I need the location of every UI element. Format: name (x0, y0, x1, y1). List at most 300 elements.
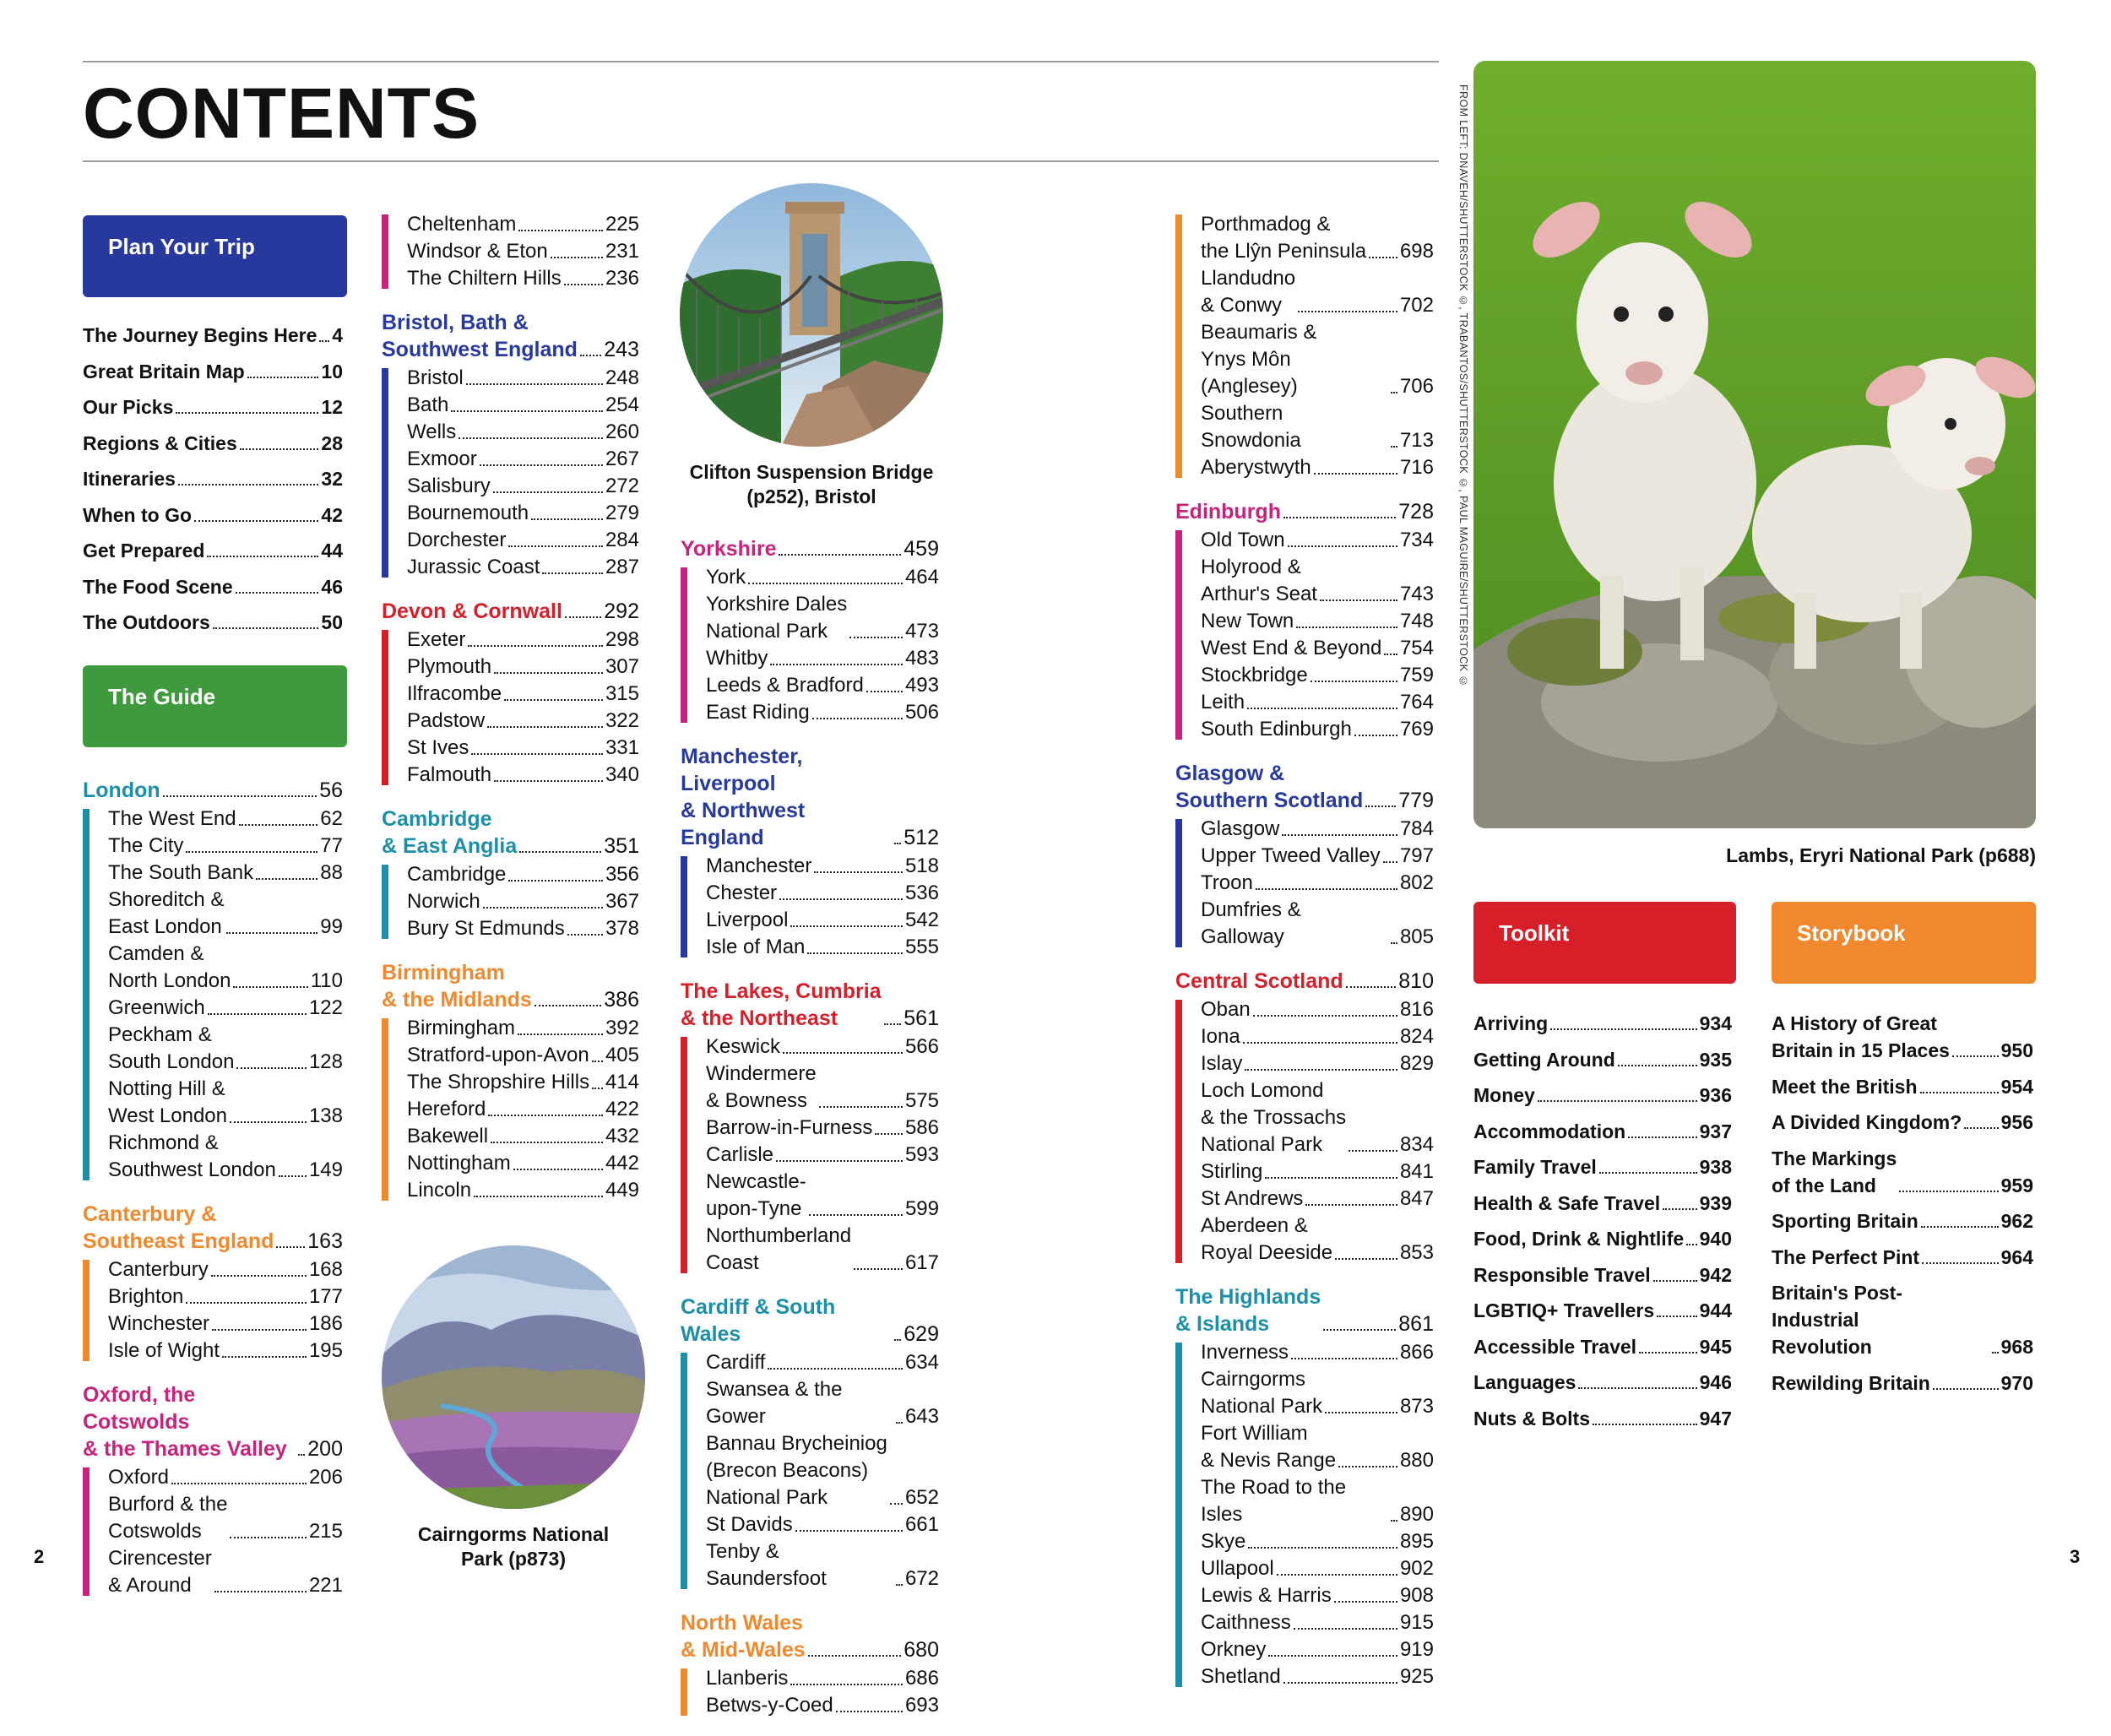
guide-section (382, 309, 639, 581)
entry-page: 4 (332, 324, 343, 346)
toolkit-item[interactable] (1473, 1369, 1732, 1396)
toolkit-item[interactable] (1473, 1225, 1732, 1252)
entry-label: Great Britain Map (83, 360, 245, 382)
subsection-item[interactable] (407, 365, 639, 392)
subsection-item[interactable] (1201, 1212, 1434, 1267)
section-page: 243 (604, 338, 639, 361)
entry-page: 970 (2000, 1371, 2033, 1394)
storybook-item[interactable] (1772, 1207, 2033, 1234)
dot-leader (1391, 392, 1397, 393)
section-title: Bristol, Bath & Southwest England (382, 311, 578, 361)
entry-label: The Chiltern Hills (407, 267, 562, 290)
subsection-item[interactable] (1201, 1609, 1434, 1636)
subsection-item[interactable] (407, 735, 639, 762)
toolkit-item[interactable] (1473, 1261, 1732, 1288)
dot-leader (211, 1275, 307, 1277)
dot-leader (494, 672, 603, 674)
entry-page: 231 (605, 240, 639, 263)
entry-label: The Markings of the Land (1772, 1147, 1897, 1196)
subsection-item[interactable] (706, 672, 939, 699)
entry-label: The Food Scene (83, 575, 233, 598)
entry-label: York (706, 566, 746, 589)
subsection-item[interactable] (407, 527, 639, 554)
entry-page: 880 (1399, 1449, 1434, 1472)
color-bar (1175, 819, 1182, 947)
subsection-item[interactable] (407, 1177, 639, 1204)
color-bar (1175, 214, 1182, 478)
the-guide-header (83, 665, 347, 747)
dot-leader (836, 1711, 903, 1712)
dot-leader (1933, 1388, 1999, 1390)
section-title-link[interactable] (83, 1381, 343, 1462)
entry-label: Peckham & South London (108, 1023, 235, 1073)
the-guide-label: The Guide (108, 684, 216, 709)
guide-section (83, 1381, 343, 1599)
subsection-item[interactable] (407, 1096, 639, 1123)
entry-page: 298 (605, 628, 639, 651)
entry-page: 506 (904, 701, 939, 724)
subsection-item[interactable] (407, 500, 639, 527)
guide-section (382, 806, 639, 942)
section-title: The Lakes, Cumbria & the Northeast (681, 979, 882, 1030)
subsection-item[interactable] (108, 860, 343, 887)
guide-section (83, 777, 343, 1184)
color-bar (382, 1018, 388, 1201)
subsection-item[interactable] (407, 211, 639, 238)
subsection-item[interactable] (108, 1545, 343, 1599)
toolkit-item[interactable] (1473, 1046, 1732, 1073)
subsection-item[interactable] (1201, 662, 1434, 689)
subsection-item[interactable] (108, 1337, 343, 1364)
subsection-item[interactable] (1201, 843, 1434, 870)
section-title-link[interactable] (382, 959, 639, 1013)
dot-leader (1653, 1280, 1697, 1282)
guide-section (382, 211, 639, 292)
subsection-item[interactable] (1201, 689, 1434, 716)
subsection-item[interactable] (1201, 1366, 1434, 1420)
subsection-item[interactable] (706, 934, 939, 961)
subsection-item[interactable] (407, 627, 639, 654)
entry-label: Exeter (407, 628, 466, 651)
guide-column-1 (83, 777, 343, 1616)
subsection-item[interactable] (407, 265, 639, 292)
section-title-link[interactable] (681, 978, 939, 1032)
subsection-item[interactable] (1201, 211, 1434, 265)
section-title-link[interactable] (681, 1294, 939, 1348)
dot-leader (459, 437, 603, 439)
entry-page: 784 (1399, 817, 1434, 840)
subsection-item[interactable] (1201, 1050, 1434, 1077)
guide-section (681, 1609, 939, 1719)
subsection-item[interactable] (706, 1665, 939, 1692)
subsection-item[interactable] (1201, 1185, 1434, 1212)
subsection-item[interactable] (108, 887, 343, 941)
subsection-item[interactable] (407, 1069, 639, 1096)
section-title-link[interactable] (681, 743, 939, 851)
subsection-item[interactable] (706, 1223, 939, 1277)
entry-page: 935 (1699, 1048, 1732, 1071)
toolkit-item[interactable] (1473, 1082, 1732, 1109)
toolkit-item[interactable] (1473, 1405, 1732, 1432)
subsection-item[interactable] (1201, 1023, 1434, 1050)
subsection-item[interactable] (1201, 554, 1434, 608)
entry-page: 937 (1699, 1120, 1732, 1142)
toolkit-item[interactable] (1473, 1297, 1732, 1324)
entry-label: Rewilding Britain (1772, 1371, 1930, 1394)
subsection-item[interactable] (706, 880, 939, 907)
dot-leader (233, 986, 307, 988)
entry-label: The West End (108, 807, 236, 830)
subsection-item[interactable] (407, 915, 639, 942)
entry-label: Norwich (407, 890, 480, 913)
dot-leader (1268, 1655, 1397, 1657)
subsection-item[interactable] (108, 833, 343, 860)
entry-page: 944 (1699, 1299, 1732, 1321)
entry-label: Ilfracombe (407, 682, 502, 705)
plan-item[interactable] (83, 358, 343, 385)
entry-page: 367 (605, 890, 639, 913)
entry-page: 847 (1399, 1187, 1434, 1210)
subsection-item[interactable] (706, 1115, 939, 1142)
subsection-item[interactable] (706, 1169, 939, 1223)
subsection-item[interactable] (407, 681, 639, 708)
entry-label: The Outdoors (83, 611, 210, 633)
section-heading (382, 959, 639, 1013)
lambs-caption: Lambs, Eryri National Park (p688) (1726, 844, 2036, 866)
entry-label: Islay (1201, 1052, 1243, 1075)
subsection-item[interactable] (706, 1033, 939, 1061)
subsection-item[interactable] (1201, 1555, 1434, 1582)
dot-leader (592, 1088, 603, 1089)
dot-leader (208, 1013, 307, 1015)
subsection-item[interactable] (1201, 1158, 1434, 1185)
entry-label: The City (108, 834, 184, 857)
entry-label: Llandudno & Conwy (1201, 267, 1296, 317)
subsection-item[interactable] (407, 1015, 639, 1042)
subsection-item[interactable] (706, 1692, 939, 1719)
storybook-item[interactable] (1772, 1279, 2033, 1360)
dot-leader (1921, 1226, 1999, 1228)
color-bar (382, 368, 388, 578)
subsection-item[interactable] (108, 1130, 343, 1184)
subsection-item[interactable] (108, 806, 343, 833)
subsection-item[interactable] (706, 1061, 939, 1115)
subsection-item[interactable] (407, 1150, 639, 1177)
entry-page: 177 (308, 1285, 343, 1308)
dot-leader (1639, 1352, 1697, 1354)
entry-page: 62 (320, 807, 343, 830)
section-heading (83, 777, 343, 804)
subsection-item[interactable] (407, 392, 639, 419)
entry-label: Tenby & Saundersfoot (706, 1540, 827, 1590)
subsection-item[interactable] (1201, 1474, 1434, 1528)
subsection-item[interactable] (407, 1123, 639, 1150)
section-title: Canterbury & Southeast England (83, 1202, 274, 1253)
entry-label: Glasgow (1201, 817, 1280, 840)
subsection-item[interactable] (1201, 635, 1434, 662)
subsection-list (681, 564, 939, 726)
entry-label: Cirencester & Around (108, 1547, 212, 1597)
subsection-item[interactable] (1201, 716, 1434, 743)
plan-item[interactable] (83, 537, 343, 564)
section-heading (1175, 498, 1434, 525)
section-title-link[interactable] (382, 806, 639, 860)
entry-label: A Divided Kingdom? (1772, 1111, 1962, 1133)
subsection-item[interactable] (407, 446, 639, 473)
dot-leader (1952, 1055, 1999, 1057)
section-title-link[interactable] (681, 535, 939, 562)
subsection-item[interactable] (1201, 1582, 1434, 1609)
toolkit-item[interactable] (1473, 1118, 1732, 1145)
storybook-item[interactable] (1772, 1244, 2033, 1271)
entry-label: Bury St Edmunds (407, 917, 565, 940)
subsection-item[interactable] (1201, 996, 1434, 1023)
subsection-list (83, 1256, 343, 1364)
section-title-link[interactable] (681, 1609, 939, 1663)
dot-leader (247, 377, 319, 378)
subsection-item[interactable] (407, 1042, 639, 1069)
entry-label: St Andrews (1201, 1187, 1304, 1210)
subsection-item[interactable] (1201, 608, 1434, 635)
color-bar (382, 214, 388, 289)
subsection-item[interactable] (407, 238, 639, 265)
entry-label: Oxford (108, 1466, 170, 1489)
guide-section (1175, 968, 1434, 1267)
subsection-item[interactable] (407, 473, 639, 500)
dot-leader (194, 520, 318, 522)
dot-leader (519, 851, 601, 853)
section-title-link[interactable] (1175, 1283, 1434, 1337)
subsection-item[interactable] (1201, 1339, 1434, 1366)
entry-label: Liverpool (706, 909, 789, 931)
subsection-item[interactable] (1201, 897, 1434, 951)
storybook-item[interactable] (1772, 1109, 2033, 1136)
entry-page: 643 (904, 1405, 939, 1428)
entry-label: Nuts & Bolts (1473, 1407, 1590, 1429)
subsection-item[interactable] (706, 1349, 939, 1376)
subsection-item[interactable] (706, 699, 939, 726)
subsection-item[interactable] (407, 762, 639, 789)
dot-leader (1593, 1424, 1697, 1425)
dot-leader (1243, 1042, 1397, 1044)
plan-item[interactable] (83, 393, 343, 420)
plan-item[interactable] (83, 502, 343, 529)
entry-label: Chester (706, 882, 778, 904)
subsection-item[interactable] (1201, 870, 1434, 897)
dot-leader (580, 355, 601, 356)
subsection-list (1175, 996, 1434, 1267)
entry-label: Shetland (1201, 1665, 1281, 1688)
entry-label: Padstow (407, 709, 486, 732)
entry-label: Isle of Wight (108, 1339, 220, 1362)
plan-your-trip-header (83, 215, 347, 297)
subsection-item[interactable] (1201, 816, 1434, 843)
entry-label: Jurassic Coast (407, 556, 540, 578)
subsection-item[interactable] (108, 941, 343, 995)
subsection-list (382, 1015, 639, 1204)
entry-label: Northumberland Coast (706, 1224, 852, 1274)
subsection-item[interactable] (706, 645, 939, 672)
entry-page: 414 (605, 1071, 639, 1093)
entry-label: Exmoor (407, 448, 477, 470)
dot-leader (1550, 1028, 1696, 1030)
entry-page: 956 (2000, 1111, 2033, 1133)
subsection-item[interactable] (407, 888, 639, 915)
subsection-item[interactable] (108, 1310, 343, 1337)
entry-page: 945 (1699, 1335, 1732, 1358)
dot-leader (1391, 942, 1397, 944)
subsection-item[interactable] (407, 419, 639, 446)
subsection-item[interactable] (407, 861, 639, 888)
entry-page: 99 (320, 915, 343, 938)
plan-item[interactable] (83, 465, 343, 492)
section-title-link[interactable] (83, 1201, 343, 1255)
storybook-item[interactable] (1772, 1010, 2033, 1064)
subsection-item[interactable] (706, 1430, 939, 1511)
entry-label: Food, Drink & Nightlife (1473, 1228, 1685, 1250)
dot-leader (1338, 1466, 1397, 1467)
subsection-item[interactable] (706, 1142, 939, 1169)
guide-section (1175, 760, 1434, 951)
subsection-item[interactable] (108, 1076, 343, 1130)
dot-leader (471, 753, 603, 755)
toolkit-item[interactable] (1473, 1333, 1732, 1360)
entry-page: 493 (904, 674, 939, 697)
dot-leader (1311, 681, 1397, 682)
dot-leader (508, 545, 603, 547)
section-title-link[interactable] (1175, 760, 1434, 814)
subsection-item[interactable] (108, 1256, 343, 1283)
subsection-item[interactable] (1201, 1663, 1434, 1690)
subsection-item[interactable] (108, 1491, 343, 1545)
entry-page: 32 (321, 468, 343, 490)
dot-leader (468, 645, 603, 647)
entry-label: Nottingham (407, 1152, 511, 1175)
storybook-item[interactable] (1772, 1145, 2033, 1199)
subsection-item[interactable] (1201, 400, 1434, 454)
dot-leader (171, 1483, 307, 1484)
dot-leader (1282, 834, 1397, 836)
section-page: 200 (307, 1437, 343, 1461)
entry-label: Isle of Man (706, 936, 806, 958)
subsection-item[interactable] (1201, 265, 1434, 319)
entry-page: 138 (308, 1104, 343, 1127)
subsection-item[interactable] (1201, 454, 1434, 481)
entry-label: Salisbury (407, 475, 491, 497)
entry-page: 122 (308, 996, 343, 1019)
subsection-item[interactable] (706, 907, 939, 934)
subsection-item[interactable] (108, 1022, 343, 1076)
plan-item[interactable] (83, 609, 343, 636)
entry-label: Windsor & Eton (407, 240, 548, 263)
subsection-item[interactable] (108, 995, 343, 1022)
subsection-item[interactable] (706, 1511, 939, 1538)
plan-item[interactable] (83, 322, 343, 349)
entry-label: The South Bank (108, 861, 254, 884)
dot-leader (213, 627, 319, 629)
dot-leader (1383, 861, 1397, 863)
toolkit-item[interactable] (1473, 1010, 1732, 1037)
subsection-list (1175, 211, 1434, 481)
subsection-item[interactable] (706, 591, 939, 645)
section-title-link[interactable] (382, 598, 639, 625)
storybook-item[interactable] (1772, 1073, 2033, 1100)
section-title: Cardiff & South Wales (681, 1295, 836, 1346)
entry-label: Accommodation (1473, 1120, 1626, 1142)
section-title-link[interactable] (1175, 968, 1434, 995)
plan-item[interactable] (83, 573, 343, 600)
entry-label: Stockbridge (1201, 664, 1308, 686)
section-title-link[interactable] (83, 777, 343, 804)
subsection-item[interactable] (407, 654, 639, 681)
entry-page: 748 (1399, 610, 1434, 632)
section-heading (681, 743, 939, 851)
entry-page: 287 (605, 556, 639, 578)
section-page: 561 (904, 1006, 939, 1030)
section-heading (1175, 760, 1434, 814)
entry-page: 236 (605, 267, 639, 290)
entry-label: Money (1473, 1084, 1535, 1106)
dot-leader (451, 410, 603, 412)
subsection-item[interactable] (706, 1538, 939, 1592)
entry-page: 702 (1399, 294, 1434, 317)
color-bar (681, 1037, 687, 1273)
subsection-item[interactable] (1201, 1636, 1434, 1663)
dot-leader (1346, 986, 1397, 988)
entry-page: 168 (308, 1258, 343, 1281)
dot-leader (1391, 1520, 1397, 1522)
subsection-item[interactable] (108, 1464, 343, 1491)
entry-page: 566 (904, 1035, 939, 1058)
subsection-list (1175, 1339, 1434, 1690)
subsection-item[interactable] (407, 554, 639, 581)
entry-label: Leeds & Bradford (706, 674, 864, 697)
toolkit-item[interactable] (1473, 1190, 1732, 1217)
dot-leader (226, 932, 317, 934)
subsection-item[interactable] (1201, 319, 1434, 400)
subsection-item[interactable] (706, 853, 939, 880)
toolkit-item[interactable] (1473, 1153, 1732, 1180)
entry-page: 759 (1399, 664, 1434, 686)
subsection-item[interactable] (1201, 527, 1434, 554)
subsection-item[interactable] (1201, 1420, 1434, 1474)
dot-leader (298, 1454, 305, 1456)
entry-label: Languages (1473, 1371, 1576, 1393)
section-title-link[interactable] (382, 309, 639, 363)
dot-leader (1334, 1601, 1397, 1603)
subsection-item[interactable] (706, 564, 939, 591)
entry-page: 940 (1699, 1228, 1732, 1250)
entry-page: 473 (904, 620, 939, 643)
dot-leader (1599, 1172, 1697, 1174)
entry-label: Keswick (706, 1035, 781, 1058)
storybook-item[interactable] (1772, 1370, 2033, 1397)
subsection-item[interactable] (407, 708, 639, 735)
dot-leader (783, 1052, 903, 1054)
entry-page: 713 (1399, 429, 1434, 452)
subsection-item[interactable] (108, 1283, 343, 1310)
entry-label: Southern Snowdonia (1201, 402, 1301, 452)
entry-page: 802 (1399, 871, 1434, 894)
plan-item[interactable] (83, 430, 343, 457)
subsection-item[interactable] (1201, 1528, 1434, 1555)
dot-leader (894, 843, 901, 844)
section-title-link[interactable] (1175, 498, 1434, 525)
section-page: 292 (604, 599, 639, 623)
subsection-item[interactable] (1201, 1077, 1434, 1158)
dot-leader (819, 1106, 903, 1108)
subsection-item[interactable] (706, 1376, 939, 1430)
